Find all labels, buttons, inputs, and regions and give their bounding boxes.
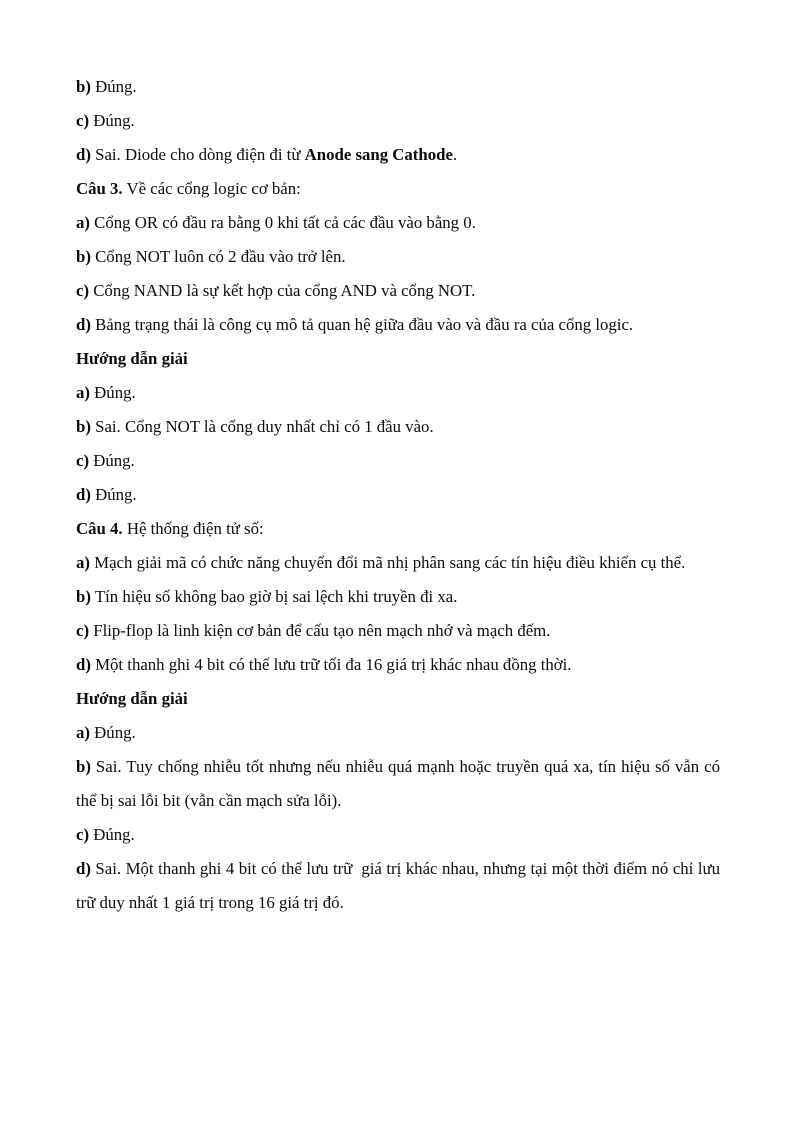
- question-number: Câu 4.: [76, 519, 123, 538]
- answer-label: c): [76, 825, 90, 844]
- question-3-option-a: [76, 206, 720, 240]
- answer-text: Đúng.: [89, 723, 136, 742]
- section-heading-huong-dan-giai-1: Hướng dẫn giải: [76, 349, 188, 368]
- answer-label: b): [76, 247, 91, 266]
- answer-label: b): [76, 77, 91, 96]
- solution-1-option-d: [76, 478, 720, 512]
- question-3-option-d: [76, 308, 720, 342]
- answer-label: c): [76, 451, 90, 470]
- answer-label: b): [76, 757, 91, 776]
- question-text: Về các cổng logic cơ bản:: [122, 179, 301, 198]
- solution-2-option-d: [76, 852, 725, 920]
- question-heading-cau-3: [76, 172, 720, 206]
- answer-text: Đúng.: [89, 451, 135, 470]
- answer-label: c): [76, 621, 90, 640]
- answer-text: Một thanh ghi 4 bit có thể lưu trữ tối đa 16 giá trị khác nhau đồng thời.: [90, 655, 572, 674]
- answer-label: c): [76, 111, 90, 130]
- answer-text: Cổng NOT luôn có 2 đầu vào trở lên.: [90, 247, 346, 266]
- emphasis-anode-cathode: Anode sang Cathode: [304, 145, 453, 164]
- answer-text: Flip-flop là linh kiện cơ bản để cấu tạo nên mạch nhớ và mạch đếm.: [89, 621, 551, 640]
- answer-label: b): [76, 417, 91, 436]
- answer-text: Đúng.: [90, 77, 137, 96]
- question-number: Câu 3.: [76, 179, 123, 198]
- answer-line-c-1: [76, 104, 720, 138]
- answer-label: d): [76, 655, 91, 674]
- answer-label: a): [76, 213, 90, 232]
- answer-label: a): [76, 723, 90, 742]
- answer-text-before: Sai. Diode cho dòng điện đi từ: [90, 145, 305, 164]
- answer-text: Cổng OR có đầu ra bằng 0 khi tất cả các đầu vào bằng 0.: [89, 213, 476, 232]
- answer-text: Đúng.: [89, 111, 135, 130]
- answer-text: Cổng NAND là sự kết hợp của cổng AND và cổng NOT.: [89, 281, 476, 300]
- answer-label: a): [76, 553, 90, 572]
- answer-text: Đúng.: [89, 825, 135, 844]
- section-heading-huong-dan-giai-2: Hướng dẫn giải: [76, 689, 188, 708]
- question-text: Hệ thống điện tử số:: [122, 519, 264, 538]
- answer-label: a): [76, 383, 90, 402]
- answer-text: Mạch giải mã có chức năng chuyển đổi mã nhị phân sang các tín hiệu điều khiển cụ thể.: [89, 553, 686, 572]
- answer-text: Đúng.: [90, 485, 137, 504]
- answer-label: d): [76, 859, 91, 878]
- answer-label: d): [76, 145, 91, 164]
- answer-line-d-1: [76, 138, 720, 172]
- answer-text: Sai. Một thanh ghi 4 bit có thể lưu trữ giá trị khác nhau, nhưng tại một thời điểm nó chỉ lưu trữ duy nhất 1 giá trị trong 16 giá trị đó.: [76, 859, 725, 912]
- question-4-option-a: [76, 546, 720, 580]
- answer-line-b-1: [76, 70, 720, 104]
- solution-2-option-b: [76, 750, 725, 818]
- question-3-option-b: [76, 240, 720, 274]
- answer-text: Sai. Cổng NOT là cổng duy nhất chỉ có 1 đầu vào.: [90, 417, 434, 436]
- solution-2-option-a: [76, 716, 720, 750]
- answer-label: c): [76, 281, 90, 300]
- answer-label: d): [76, 315, 91, 334]
- answer-text: Bảng trạng thái là công cụ mô tả quan hệ giữa đầu vào và đầu ra của cổng logic.: [90, 315, 634, 334]
- question-3-option-c: [76, 274, 720, 308]
- answer-text-after: .: [452, 145, 458, 164]
- question-4-option-c: [76, 614, 720, 648]
- question-4-option-b: [76, 580, 720, 614]
- solution-1-option-b: [76, 410, 720, 444]
- answer-label: b): [76, 587, 91, 606]
- solution-2-option-c: [76, 818, 720, 852]
- question-heading-cau-4: [76, 512, 720, 546]
- solution-1-option-c: [76, 444, 720, 478]
- question-4-option-d: [76, 648, 720, 682]
- answer-text: Tín hiệu số không bao giờ bị sai lệch khi truyền đi xa.: [90, 587, 458, 606]
- answer-label: d): [76, 485, 91, 504]
- answer-text: Đúng.: [89, 383, 136, 402]
- solution-1-option-a: [76, 376, 720, 410]
- document-body: [76, 70, 725, 920]
- answer-text: Sai. Tuy chống nhiễu tốt nhưng nếu nhiễu quá mạnh hoặc truyền quá xa, tín hiệu số vẫn có thể bị sai lỗi bit (vẫn cần mạch sửa lỗi).: [76, 757, 725, 810]
